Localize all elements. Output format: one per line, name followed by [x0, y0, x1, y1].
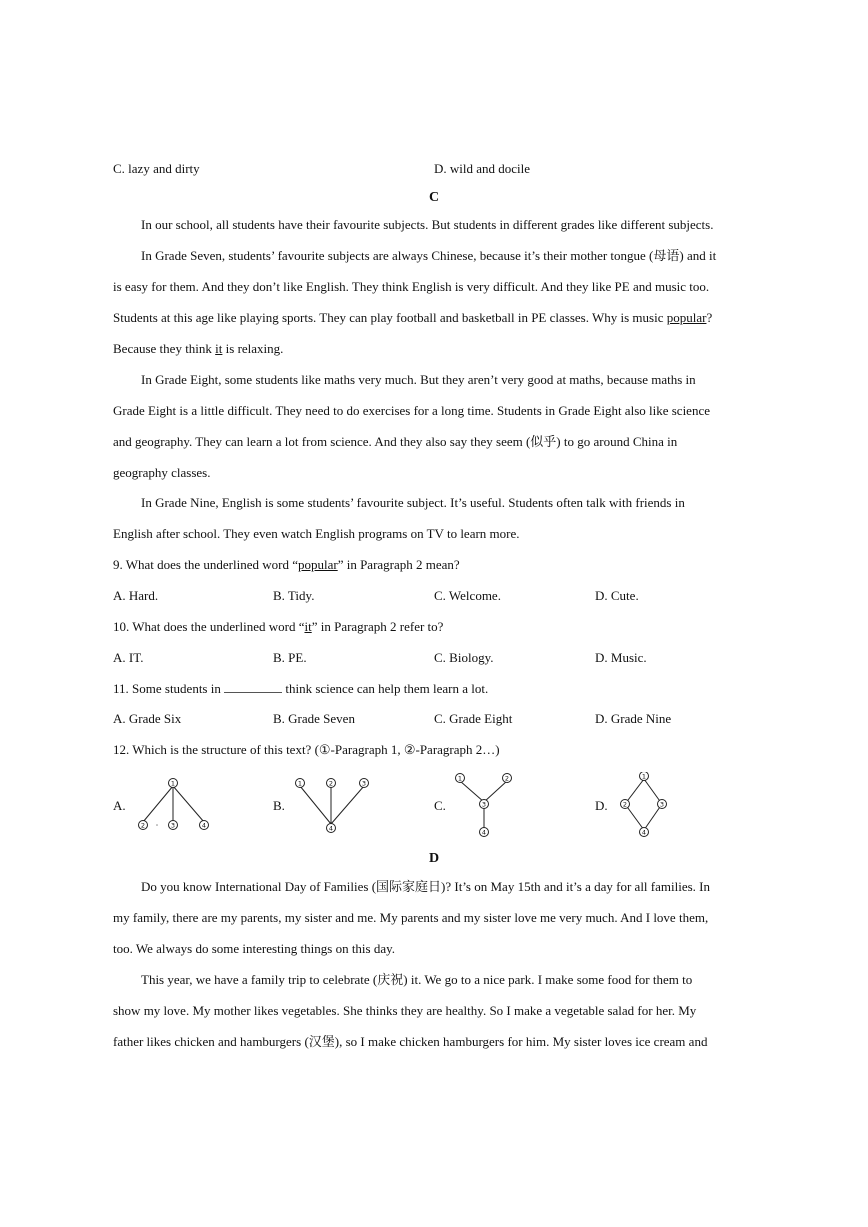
question-11-text: 11. Some students in: [113, 681, 225, 696]
c-p1-line1: In our school, all students have their favourite subjects. But students in different grades like different subjects.: [141, 217, 714, 232]
section-c-heading: C: [428, 190, 440, 205]
node-label: 4: [328, 824, 334, 833]
c-p2-line1: In Grade Seven, students’ favourite subjects are always Chinese, because it’s their mother tongue (母语) and it: [141, 248, 717, 263]
node-label: 1: [297, 779, 303, 788]
section-d-heading: D: [428, 851, 440, 866]
question-9-underlined: popular: [297, 557, 338, 572]
question-11: [113, 681, 488, 697]
q12-option-a[interactable]: [113, 772, 223, 842]
q10-option-c[interactable]: C. Biology.: [434, 650, 494, 665]
q11-option-a[interactable]: A. Grade Six: [113, 711, 182, 726]
node-label: 4: [201, 821, 207, 830]
question-9-text: 9. What does the underlined word “: [113, 557, 298, 572]
node-label: 3: [659, 800, 665, 809]
node-label: 4: [641, 828, 647, 837]
node-label: 2: [328, 779, 334, 788]
c-p3-line3: and geography. They can learn a lot from science. And they also say they seem (似乎) to go around China in: [113, 434, 678, 449]
q11-option-b[interactable]: B. Grade Seven: [273, 711, 355, 726]
q9-option-b[interactable]: B. Tidy.: [273, 588, 315, 603]
c-p4-line2: English after school. They even watch English programs on TV to learn more.: [113, 526, 520, 541]
node-label: 2: [504, 774, 510, 783]
c-p2-line3: [113, 310, 712, 326]
underlined-popular: popular: [666, 310, 707, 325]
q12-option-b-label: B.: [273, 798, 285, 813]
node-label: 3: [481, 800, 487, 809]
d-p2-line2: show my love. My mother likes vegetables. She thinks they are healthy. So I make a vegetable salad for her. My: [113, 1003, 697, 1018]
q11-option-c[interactable]: C. Grade Eight: [434, 711, 513, 726]
d-p2-line1: This year, we have a family trip to celebrate (庆祝) it. We go to a nice park. I make some food for them to: [141, 972, 693, 987]
underlined-it: it: [215, 341, 223, 356]
q12-option-b[interactable]: [273, 772, 383, 842]
question-12: 12. Which is the structure of this text? (①-Paragraph 1, ②-Paragraph 2…): [113, 742, 500, 757]
q10-option-a[interactable]: A. IT.: [113, 650, 144, 665]
option-c-prev: C. lazy and dirty: [113, 161, 200, 176]
c-p3-line1: In Grade Eight, some students like maths very much. But they aren’t very good at maths, because maths in: [141, 372, 696, 387]
question-9: [113, 557, 460, 573]
node-label: 3: [361, 779, 367, 788]
c-p3-line2: Grade Eight is a little difficult. They need to do exercises for a long time. Students in Grade Eight also like science: [113, 403, 710, 418]
question-10-text: 10. What does the underlined word “: [113, 619, 305, 634]
q12-option-c-label: C.: [434, 798, 446, 813]
q12-option-d-label: D.: [595, 798, 608, 813]
d-p1-line3: too. We always do some interesting things on this day.: [113, 941, 396, 956]
d-p2-line3: father likes chicken and hamburgers (汉堡), so I make chicken hamburgers for him. My sister loves ice cream and: [113, 1034, 708, 1049]
structure-diagram-a: [113, 772, 223, 842]
c-p2-line3-text: Students at this age like playing sports. They can play football and basketball in PE classes. Why is music: [113, 310, 667, 325]
c-p2-line4-text: Because they think: [113, 341, 216, 356]
c-p3-line4: geography classes.: [113, 465, 211, 480]
question-10: [113, 619, 443, 635]
node-label: 1: [641, 772, 647, 781]
answer-blank[interactable]: [224, 681, 282, 693]
q11-option-d[interactable]: D. Grade Nine: [595, 711, 672, 726]
d-p1-line1: Do you know International Day of Families (国际家庭日)? It’s on May 15th and it’s a day for all families. In: [141, 879, 710, 894]
question-10-end: ” in Paragraph 2 refer to?: [311, 619, 444, 634]
q12-option-c[interactable]: [434, 772, 544, 842]
node-label: 1: [457, 774, 463, 783]
d-p1-line2: my family, there are my parents, my sister and me. My parents and my sister love me very much. And I love them,: [113, 910, 709, 925]
structure-diagram-b: [273, 772, 383, 842]
c-p4-line1: In Grade Nine, English is some students’ favourite subject. It’s useful. Students often talk with friends in: [141, 495, 685, 510]
q10-option-d[interactable]: D. Music.: [595, 650, 647, 665]
question-9-end: ” in Paragraph 2 mean?: [337, 557, 460, 572]
node-label: 2: [622, 800, 628, 809]
node-label: 2: [140, 821, 146, 830]
c-p2-line4-end: is relaxing.: [222, 341, 284, 356]
c-p2-line3-end: ?: [706, 310, 713, 325]
structure-diagram-d: [595, 772, 705, 842]
c-p2-line2: is easy for them. And they don’t like English. They think English is very difficult. And they like PE and music too.: [113, 279, 710, 294]
c-p2-line4: [113, 341, 283, 357]
q9-option-a[interactable]: A. Hard.: [113, 588, 159, 603]
question-11-end: think science can help them learn a lot.: [282, 681, 489, 696]
q9-option-d[interactable]: D. Cute.: [595, 588, 639, 603]
node-label: 3: [170, 821, 176, 830]
q12-option-a-label: A.: [113, 798, 126, 813]
node-label: 1: [170, 779, 176, 788]
option-d-prev: D. wild and docile: [434, 161, 531, 176]
question-10-underlined: it: [304, 619, 312, 634]
q10-option-b[interactable]: B. PE.: [273, 650, 307, 665]
q12-option-d[interactable]: [595, 772, 705, 842]
q9-option-c[interactable]: C. Welcome.: [434, 588, 501, 603]
structure-diagram-c: [434, 772, 544, 842]
node-label: 4: [481, 828, 487, 837]
